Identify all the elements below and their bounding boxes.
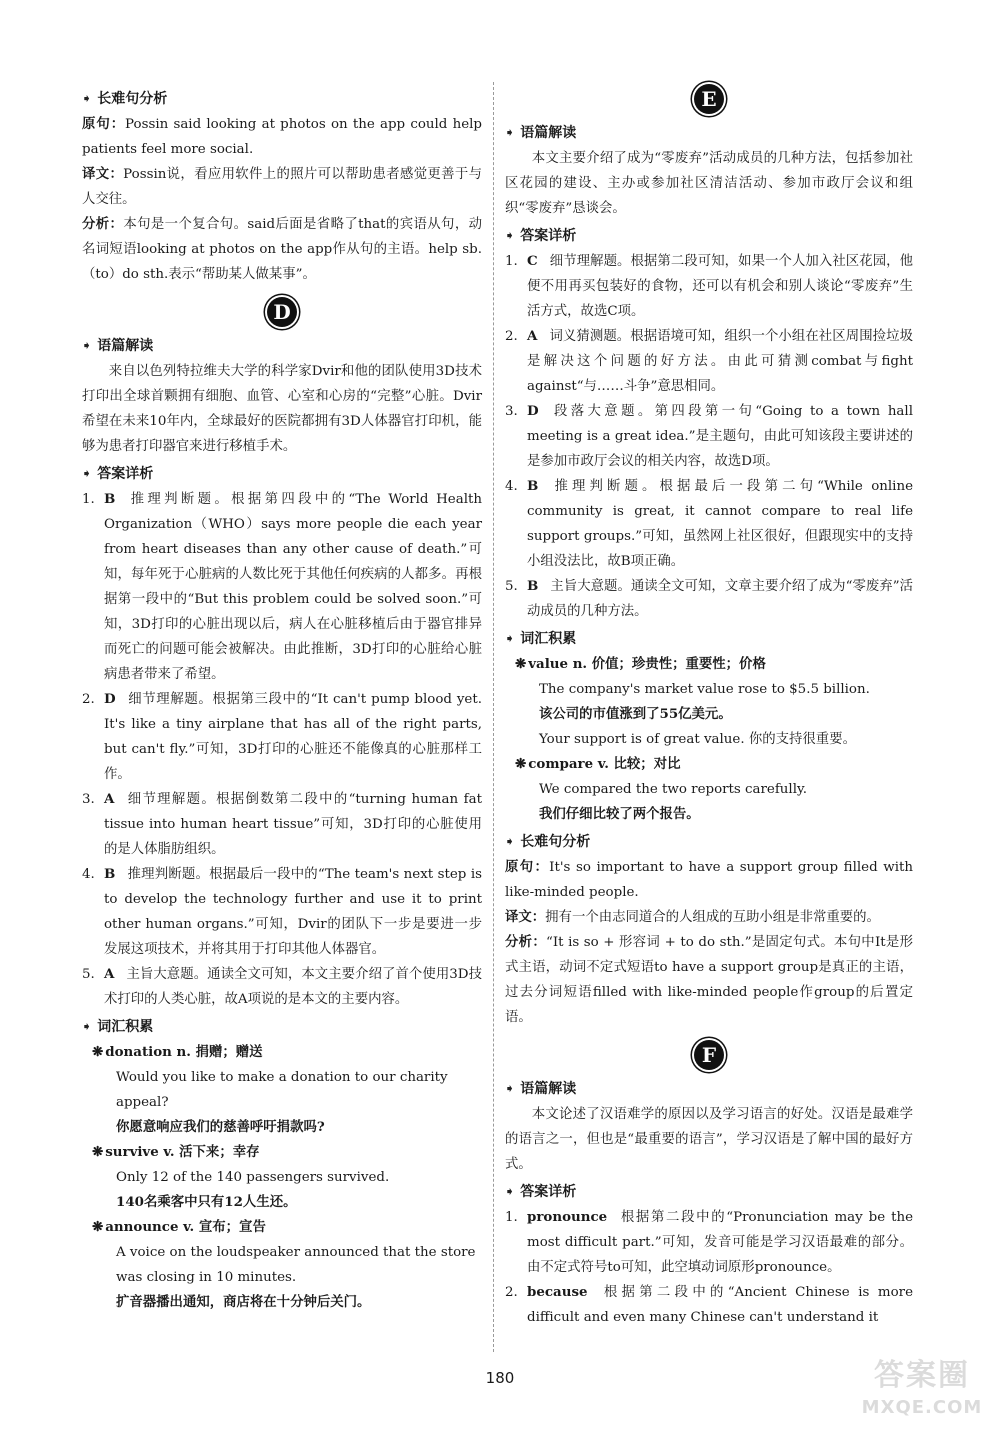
vocab-entry: ❋ donation n. 捐赠；赠送 Would you like to make a donation to our charity appeal? 你愿意响应我们的慈善呼吁捐款吗?	[92, 1044, 448, 1135]
arrow-icon: ➧	[504, 1185, 516, 1198]
section-d-marker	[82, 297, 482, 327]
answers-heading-f: ➧ 答案详析	[505, 1179, 913, 1205]
arrow-icon: ➧	[81, 339, 93, 352]
answer-item: 1. C 细节理解题。根据第二段可知，如果一个人加入社区花园，他便不用再买包装好的食物，还可以有机会和别人谈论“零废弃”生活方式，故选C项。	[505, 253, 913, 319]
translation-sentence: 译文：Possin说，看应用软件上的照片可以帮助患者感觉更善于与人交往。	[82, 167, 482, 207]
answer-item: 4. B 推理判断题。根据最后一段中的“The team's next step is to develop the technology further and use it to print other human organs.”可知，Dvir的团队下一步是要进一步发展这项技术，并将其用于打印其他人体器官。	[82, 866, 482, 957]
reading-heading-e: ➧ 语篇解读	[505, 120, 913, 146]
answer-item: 1. pronounce 根据第二段中的“Pronunciation may be the most difficult part.”可知，发音可能是学习汉语最难的部分。由不定式符号to可知，此空填动词原形pronounce。	[505, 1209, 913, 1275]
answer-item: 2. because 根据第二段中的“Ancient Chinese is more difficult and even many Chinese can't understand it	[505, 1284, 913, 1325]
vocab-list-d	[92, 1040, 482, 1315]
reading-summary-f: 本文论述了汉语难学的原因以及学习语言的好处。汉语是最难学的语言之一，但也是“最重要的语言”，学习汉语是了解中国的最好方式。	[505, 1107, 913, 1172]
page-number: 180	[485, 1369, 515, 1387]
section-badge-f: F	[694, 1040, 724, 1070]
vocab-entry: ❋ value n. 价值；珍贵性；重要性；价格 The company's market value rose to $5.5 billion. 该公司的市值涨到了55亿美元。 Your support is of great value. 你的支持很重要。	[515, 656, 870, 747]
original-sentence: 原句：It's so important to have a support group filled with like-minded people.	[505, 860, 913, 900]
arrow-icon: ➧	[81, 92, 93, 105]
answer-item: 5. B 主旨大意题。通读全文可知，文章主要介绍了成为“零废弃”活动成员的几种方法。	[505, 578, 913, 619]
answer-list-d	[82, 487, 482, 1012]
vocab-entry: ❋ announce v. 宣布；宣告 A voice on the loudspeaker announced that the store was closing in 10 minutes. 扩音器播出通知，商店将在十分钟后关门。	[92, 1219, 476, 1310]
arrow-icon: ➧	[504, 126, 516, 139]
answer-list-f	[505, 1205, 913, 1330]
answer-item: 1. B 推理判断题。根据第四段中的“The World Health Organization（WHO）says more people die each year from heart diseases than any other cause of death.”可知，每年死于心脏病的人数比死于其他任何疾病的人都多。再根据第一段中的“But this problem could be solved soon.”可知，3D打印的心脏出现以后，病人在心脏移植后由于器官排异而死亡的问题可能会被解决。由此推断，3D打印的心脏给心脏病患者带来了希望。	[82, 491, 482, 682]
answer-list-e	[505, 249, 913, 624]
arrow-icon: ➧	[504, 229, 516, 242]
reading-heading-f: ➧ 语篇解读	[505, 1076, 913, 1102]
watermark-logo: 答案圈 MXQE.COM	[861, 1358, 983, 1418]
answers-heading-e: ➧ 答案详析	[505, 223, 913, 249]
answer-item: 3. A 细节理解题。根据倒数第二段中的“turning human fat tissue into human heart tissue”可知，3D打印的心脏使用的是人体脂肪组织。	[82, 791, 482, 857]
arrow-icon: ➧	[81, 467, 93, 480]
asterisk-icon: ❋	[515, 756, 527, 772]
asterisk-icon: ❋	[92, 1044, 104, 1060]
section-f-marker	[505, 1040, 913, 1070]
analysis-text: 分析：本句是一个复合句。said后面是省略了that的宾语从句，动名词短语looking at photos on the app作从句的主语。help sb.（to）do sth.表示“帮助某人做某事”。	[82, 217, 482, 282]
vocab-entry: ❋ survive v. 活下来；幸存 Only 12 of the 140 passengers survived. 140名乘客中只有12人生还。	[92, 1144, 390, 1210]
vocab-entry: ❋ compare v. 比较；对比 We compared the two reports carefully. 我们仔细比较了两个报告。	[515, 756, 808, 822]
analysis-text: 分析：“It is so + 形容词 + to do sth.”是固定句式。本句中It是形式主语，动词不定式短语to have a support group是真正的主语，过去分词短语filled with like-minded people作group的后置定语。	[505, 935, 913, 1025]
section-badge-e: E	[694, 84, 724, 114]
answer-item: 4. B 推理判断题。根据最后一段第二句“While online community is great, it cannot compare to real life support groups.”可知，虽然网上社区很好，但跟现实中的支持小组没法比，故B项正确。	[505, 478, 913, 569]
arrow-icon: ➧	[81, 1020, 93, 1033]
answer-item: 5. A 主旨大意题。通读全文可知，本文主要介绍了首个使用3D技术打印的人类心脏，故A项说的是本文的主要内容。	[82, 966, 482, 1007]
reading-summary-d: 来自以色列特拉维夫大学的科学家Dvir和他的团队使用3D技术打印出全球首颗拥有细胞、血管、心室和心房的“完整”心脏。Dvir希望在未来10年内，全球最好的医院都拥有3D人体器官打印机，能够为患者打印器官来进行移植手术。	[82, 364, 482, 454]
vocab-list-e	[515, 652, 913, 827]
vocab-heading-d: ➧ 词汇积累	[82, 1014, 482, 1040]
answer-item: 2. A 词义猜测题。根据语境可知，组织一个小组在社区周围捡垃圾是解决这个问题的好方法。由此可猜测combat与fight against“与……斗争”意思相同。	[505, 328, 913, 394]
asterisk-icon: ❋	[92, 1144, 104, 1160]
reading-heading-d: ➧ 语篇解读	[82, 333, 482, 359]
section-e-marker	[505, 84, 913, 114]
answer-item: 3. D 段落大意题。第四段第一句“Going to a town hall meeting is a great idea.”是主题句，由此可知该段主要讲述的是参加市政厅会议的相关内容，故选D项。	[505, 403, 913, 469]
asterisk-icon: ❋	[92, 1219, 104, 1235]
right-column	[505, 84, 913, 1330]
translation-sentence: 译文：拥有一个由志同道合的人组成的互助小组是非常重要的。	[505, 910, 880, 925]
column-divider	[493, 82, 494, 1352]
answers-heading-d: ➧ 答案详析	[82, 461, 482, 487]
answer-item: 2. D 细节理解题。根据第三段中的“It can't pump blood yet. It's like a tiny airplane that has all of the right parts, but can't fly.”可知，3D打印的心脏还不能像真的心脏那样工作。	[82, 691, 482, 782]
arrow-icon: ➧	[504, 835, 516, 848]
vocab-heading-e: ➧ 词汇积累	[505, 626, 913, 652]
reading-summary-e: 本文主要介绍了成为“零废弃”活动成员的几种方法，包括参加社区花园的建设、主办或参加社区清洁活动、参加市政厅会议和组织“零废弃”恳谈会。	[505, 151, 913, 216]
arrow-icon: ➧	[504, 632, 516, 645]
arrow-icon: ➧	[504, 1082, 516, 1095]
left-column	[82, 84, 482, 1315]
asterisk-icon: ❋	[515, 656, 527, 672]
long-sentence-heading-e: ➧ 长难句分析	[505, 829, 913, 855]
long-sentence-heading: ➧ 长难句分析	[82, 86, 482, 112]
section-badge-d: D	[267, 297, 297, 327]
original-sentence: 原句：Possin said looking at photos on the app could help patients feel more social.	[82, 117, 482, 157]
